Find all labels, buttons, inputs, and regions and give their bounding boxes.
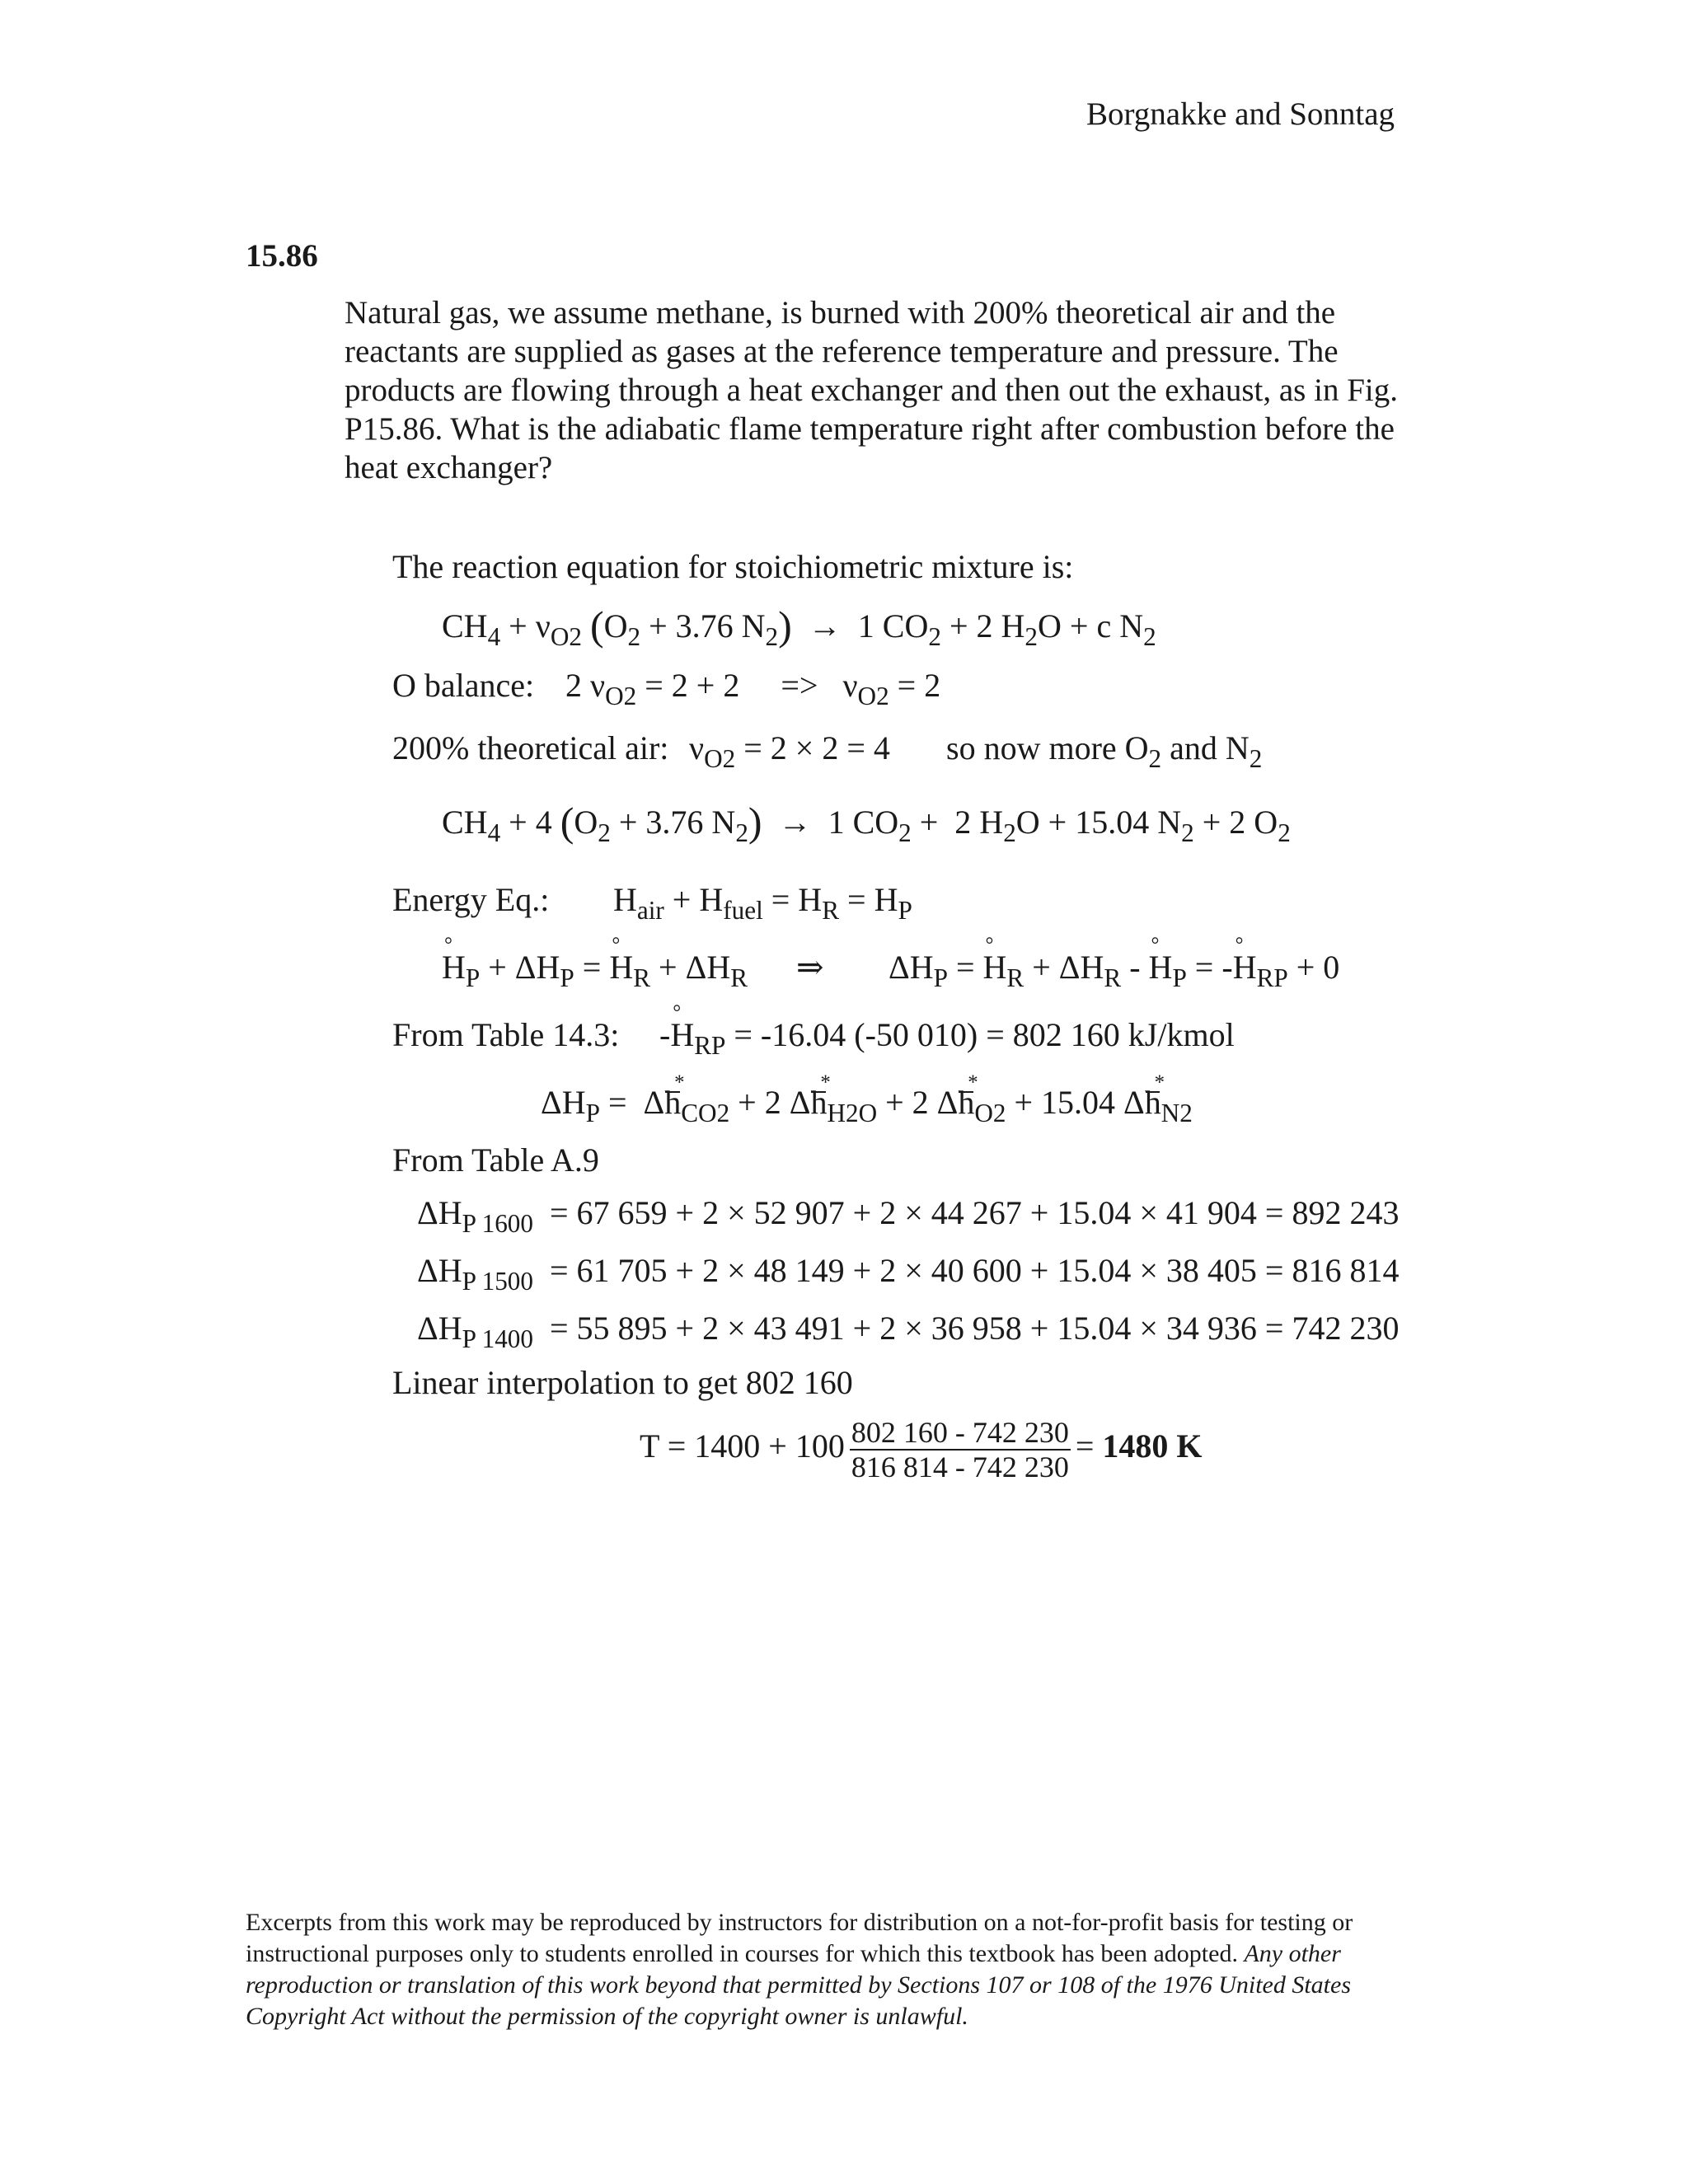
o-balance-label: O balance:	[392, 667, 535, 704]
interpolation-fraction	[850, 1418, 1071, 1482]
row-expression: = 55 895 + 2 × 43 491 + 2 × 36 958 + 15.04 × 34 936 = 742 230	[549, 1310, 1400, 1347]
delta-hp-row-1500: $\Delta H_{P 1500} = 61$ 705 + 2 × 48 149 + 2 × 40 600 + 15.04 × 38 405 = 816 814	[417, 1252, 1400, 1296]
stoichiometric-reaction-equation: $CH_4 + \nu_{O2}$ ($O_2 + 3.76$ $N_2) \to 1$ $CO_2 + 2$ $H_2O + c$ $N_2$	[442, 602, 1156, 651]
fraction-numerator: 802 160 - 742 230	[851, 1416, 1069, 1449]
page-header-authors: Borgnakke and Sonntag	[1086, 96, 1395, 132]
energy-derivation-left: ° $H_P + \Delta H_P$ = ° $H_R + \Delta H_R$	[442, 948, 748, 993]
final-temperature-equation: T = 1400 + 100 $\frac{802 160 - 742 230}{816 814 - 742 230}$ = 1480 K	[640, 1416, 1203, 1483]
fraction-denominator: 816 814 - 742 230	[851, 1451, 1069, 1483]
more-o2-n2-note: so now more $O_2$ and $N_2$	[946, 729, 1263, 773]
interpolation-label: Linear interpolation to get 802 160	[392, 1364, 853, 1401]
table-14-3-label: From Table 14.3:	[392, 1016, 620, 1053]
table-a9-label: From Table A.9	[392, 1141, 599, 1179]
row-expression: = 67 659 + 2 × 52 907 + 2 × 44 267 + 15.04 × 41 904 = 892 243	[549, 1194, 1400, 1231]
theoretical-air-label: 200% theoretical air:	[392, 729, 669, 766]
delta-hp-row-1400: $\Delta H_{P 1400} = 55$ 895 + 2 × 43 491 + 2 × 36 958 + 15.04 × 34 936 = 742 230	[417, 1310, 1400, 1353]
delta-hp-sum: $\Delta H_P = \Delta h$ $*_{CO2} + 2$ Δh $*_{H2O} + 2$ Δh $*_{O2} + 15.04$ Δh $*_{N2}$	[541, 1083, 1193, 1128]
footer-italic-text: Any other reproduction or translation of this work beyond that permitted by Sections 107 or 108 of the 1976 United States Copyright Act without the permission of the copyright owner is unlawful.	[246, 1940, 1352, 2030]
solution-intro: The reaction equation for stoichiometric mixture is:	[392, 548, 1074, 585]
problem-statement: Natural gas, we assume methane, is burned with 200% theoretical air and the reactants are supplied as gases at the reference temperature and pressure. The products are flowing through a heat exchanger and then out the exhaust, as in Fig. P15.86. What is the adiabatic flame temperature right after combustion before the heat exchanger?	[345, 295, 1398, 485]
copyright-footer	[246, 1907, 1416, 2032]
temperature-lhs: T = 1400 + 100	[640, 1427, 845, 1465]
o-balance-equation: 2 $\nu_{O2} = 2 + 2$ => $\nu_{O2} = 2$	[565, 667, 941, 710]
implies-arrow: ⇒	[796, 949, 824, 986]
row-temp: 1400	[481, 1324, 533, 1353]
delta-hp-row-1600: $\Delta H_{P 1600} = 67$ 659 + 2 × 52 907 + 2 × 44 267 + 15.04 × 41 904 = 892 243	[417, 1194, 1400, 1238]
footer-normal-text: Excerpts from this work may be reproduced by instructors for distribution on a not-for-profit basis for testing or instructional purposes only to students enrolled in courses for which this textbook has been adopted.	[246, 1909, 1353, 1967]
theoretical-air-equation: $\nu_{O2} = 2 \times 2 = 4$	[689, 729, 890, 773]
more-note-text: so now more O	[946, 729, 1149, 766]
actual-reaction-equation: $CH_4 + 4$ ($O_2 + 3.76$ $N_2) \to 1$ $CO_2 + 2$ $H_2O + 15.04$ $N_2 + 2$ $O_2$	[442, 799, 1291, 847]
problem-number: 15.86	[246, 238, 318, 274]
energy-derivation-right: $\Delta H_P$ = ° $H_R + \Delta H_R$ - ° $H_P$ = -° $H_{RP} + 0$	[889, 948, 1339, 993]
row-temp: 1600	[481, 1208, 533, 1238]
energy-eq-expression: $H_{air} + H_{fuel} = H_R = H_P$	[613, 881, 912, 925]
final-temperature-result: 1480 K	[1102, 1427, 1203, 1465]
table-14-3-expression: -° $H_{RP} = -16.04$ (-50 010) = 802 160 kJ/kmol	[659, 1015, 1235, 1061]
row-expression: = 61 705 + 2 × 48 149 + 2 × 40 600 + 15.04 × 38 405 = 816 814	[549, 1252, 1400, 1289]
table-14-3-value: = -16.04 (-50 010) = 802 160 kJ/kmol	[734, 1016, 1235, 1053]
row-temp: 1500	[481, 1266, 533, 1296]
energy-eq-label: Energy Eq.:	[392, 881, 550, 918]
